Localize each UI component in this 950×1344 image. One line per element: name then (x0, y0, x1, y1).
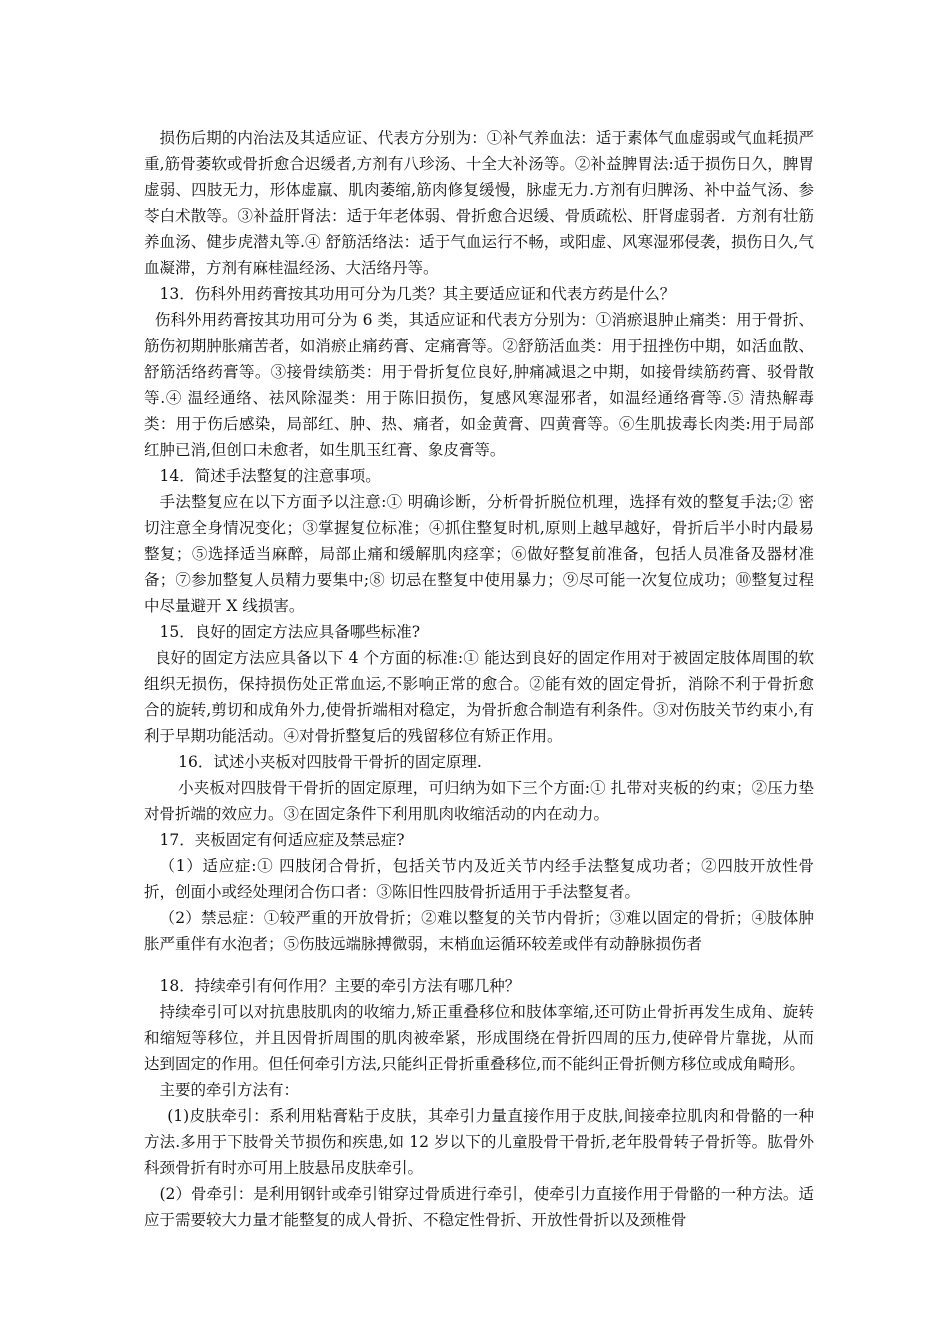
question-18: 18．持续牵引有何作用？主要的牵引方法有哪几种？ (159, 977, 521, 995)
answer-17-contraindications: （2）禁忌症：①较严重的开放骨折；②难以整复的关节内骨折；③难以固定的骨折；④肢体肿胀严重伴有水泡者；⑤伤肢远端脉搏微弱，末梢血运循环较差或伴有动静脉损伤者 (144, 909, 814, 953)
skin-traction: (1)皮肤牵引：系利用粘膏粘于皮肤，其牵引力量直接作用于皮肤,间接牵拉肌肉和骨骼的一种方法.多用于下肢骨关节损伤和疾患,如 12 岁以下的儿童股骨干骨折,老年股骨转子骨折等。肱骨外科颈骨折有时亦可用上肢悬吊皮肤牵引。 (144, 1107, 814, 1177)
paragraph-late-stage-treatment: 损伤后期的内治法及其适应证、代表方分别为：①补气养血法：适于素体气血虚弱或气血耗损严重,筋骨萎软或骨折愈合迟缓者,方剂有八珍汤、十全大补汤等。②补益脾胃法:适于损伤日久，脾胃虚弱、四肢无力，形体虚羸、肌肉萎缩,筋肉修复缓慢，脉虚无力.方剂有归脾汤、补中益气汤、参苓白术散等。③补益肝肾法：适于年老体弱、骨折愈合迟缓、骨质疏松、肝肾虚弱者．方剂有壮筋养血汤、健步虎潜丸等.④ 舒筋活络法：适于气血运行不畅，或阳虚、风寒湿邪侵袭，损伤日久,气血凝滞，方剂有麻桂温经汤、大活络丹等。 (144, 129, 814, 277)
answer-16: 小夹板对四肢骨干骨折的固定原理，可归纳为如下三个方面:① 扎带对夹板的约束；②压力垫对骨折端的效应力。③在固定条件下利用肌肉收缩活动的内在动力。 (144, 779, 814, 823)
answer-18: 持续牵引可以对抗患肢肌肉的收缩力,矫正重叠移位和肢体挛缩,还可防止骨折再发生成角、旋转和缩短等移位，并且因骨折周围的肌肉被牵紧，形成围绕在骨折四周的压力,使碎骨片靠拢，从而达到固定的作用。但任何牵引方法,只能纠正骨折重叠移位,而不能纠正骨折侧方移位或成角畸形。 (144, 1003, 814, 1073)
traction-methods-heading: 主要的牵引方法有： (159, 1081, 300, 1099)
section-gap (144, 957, 814, 973)
document-page (144, 125, 814, 1233)
question-14: 14．简述手法整复的注意事项。 (159, 467, 381, 485)
answer-13: 伤科外用药膏按其功用可分为 6 类，其适应证和代表方分别为：①消瘀退肿止痛类：用于骨折、筋伤初期肿胀痛苦者，如消瘀止痛药膏、定痛膏等。②舒筋活血类：用于扭挫伤中期，如活血散、舒筋活络药膏等。③接骨续筋类：用于骨折复位良好,肿痛减退之中期，如接骨续筋药膏、驳骨散等.④ 温经通络、祛风除湿类：用于陈旧损伤，复感风寒湿邪者，如温经通络膏等.⑤ 清热解毒类：用于伤后感染，局部红、肿、热、痛者，如金黄膏、四黄膏等。⑥生肌拔毒长肉类:用于局部红肿已消,但创口未愈者，如生肌玉红膏、象皮膏等。 (144, 311, 814, 459)
question-15: 15．良好的固定方法应具备哪些标准? (159, 623, 421, 641)
answer-17-indications: （1）适应症:① 四肢闭合骨折，包括关节内及近关节内经手法整复成功者；②四肢开放性骨折，创面小或经处理闭合伤口者：③陈旧性四肢骨折适用于手法整复者。 (144, 857, 814, 901)
question-17: 17．夹板固定有何适应症及禁忌症? (159, 831, 405, 849)
question-13: 13．伤科外用药膏按其功用可分为几类？其主要适应证和代表方药是什么？ (159, 285, 676, 303)
answer-14: 手法整复应在以下方面予以注意:① 明确诊断，分析骨折脱位机理，选择有效的整复手法;② 密切注意全身情况变化；③掌握复位标准；④抓住整复时机,原则上越早越好，骨折后半小时内最易整复；⑤选择适当麻醉，局部止痛和缓解肌肉痉挛；⑥做好整复前准备，包括人员准备及器材准备；⑦参加整复人员精力要集中;⑧ 切忌在整复中使用暴力；⑨尽可能一次复位成功；⑩整复过程中尽量避开 X 线损害。 (144, 493, 814, 615)
question-16: 16．试述小夹板对四肢骨干骨折的固定原理. (178, 753, 482, 771)
answer-15: 良好的固定方法应具备以下 4 个方面的标准:① 能达到良好的固定作用对于被固定肢体周围的软组织无损伤，保持损伤处正常血运,不影响正常的愈合。②能有效的固定骨折，消除不利于骨折愈合的旋转,剪切和成角外力,使骨折端相对稳定，为骨折愈合制造有利条件。③对伤肢关节约束小,有利于早期功能活动。④对骨折整复后的残留移位有矫正作用。 (144, 649, 814, 745)
skeletal-traction: (2）骨牵引：是利用钢针或牵引钳穿过骨质进行牵引，使牵引力直接作用于骨骼的一种方法。适应于需要较大力量才能整复的成人骨折、不稳定性骨折、开放性骨折以及颈椎骨 (144, 1185, 814, 1229)
